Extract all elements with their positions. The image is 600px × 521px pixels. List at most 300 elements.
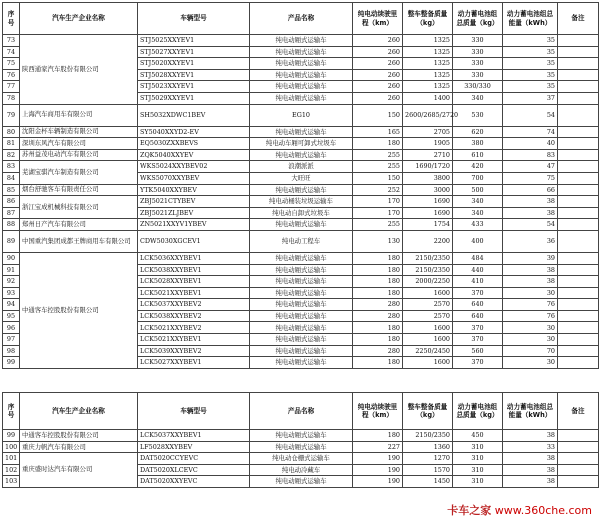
curb-mass: 1325 [403,46,453,58]
curb-mass: 3800 [403,172,453,184]
vehicle-model: LCK5037XXYBEV2 [138,299,250,311]
vehicle-model: WKS5024XXYBEV02 [138,161,250,173]
company-name: 烟台舒驰客车有限责任公司 [20,184,138,196]
curb-mass: 2705 [403,126,453,138]
table-row [3,184,599,196]
remark [558,252,599,264]
header-product: 产品名称 [250,3,353,35]
remark [558,464,599,476]
vehicle-model: LCK5038XXYBEV2 [138,310,250,322]
vehicle-model: CDW5030XGCEV1 [138,230,250,252]
curb-mass: 2150/2350 [403,264,453,276]
product-name: 纯电动厢式运输车 [250,81,353,93]
vehicle-model: YTK5040XXYBEV [138,184,250,196]
battery-mass: 420 [453,161,503,173]
row-number: 90 [3,252,20,264]
battery-mass: 370 [453,334,503,346]
battery-mass: 330 [453,35,503,47]
battery-energy: 38 [503,264,558,276]
vehicle-model: ZN5021XXYV1YBEV [138,219,250,231]
battery-energy: 38 [503,453,558,465]
header-company: 汽车生产企业名称 [20,393,138,430]
battery-mass: 610 [453,149,503,161]
product-name: 纯电动厢式运输车 [250,345,353,357]
battery-mass: 370 [453,322,503,334]
vehicle-model: LCK5036XXYBEV1 [138,252,250,264]
remark [558,299,599,311]
vehicle-model: LCK5021XXYBEV1 [138,334,250,346]
product-name: 纯电动自卸式垃圾车 [250,207,353,219]
battery-mass: 410 [453,276,503,288]
battery-mass: 310 [453,441,503,453]
row-number: 75 [3,58,20,70]
table-row [3,219,599,231]
product-name: 纯电动厢式运输车 [250,149,353,161]
remark [558,196,599,208]
electric-range: 190 [353,453,403,465]
battery-energy: 35 [503,35,558,47]
company-name: 芜湖宝骐汽车制造有限公司 [20,161,138,184]
electric-range: 180 [353,276,403,288]
vehicle-model: STJ5025XXYEV1 [138,35,250,47]
vehicle-model: LCK5037XXYBEV1 [138,430,250,442]
electric-range: 150 [353,172,403,184]
battery-mass: 620 [453,126,503,138]
vehicle-model: ZBJ5021ZLJBEV [138,207,250,219]
battery-mass: 700 [453,172,503,184]
header-battery-mass: 动力蓄电池组总质量（kg） [453,3,503,35]
header-range: 纯电动续驶里程（km） [353,393,403,430]
battery-energy: 35 [503,69,558,81]
product-name: 纯电动厢式运输车 [250,476,353,488]
electric-range: 260 [353,69,403,81]
battery-mass: 340 [453,207,503,219]
curb-mass: 2570 [403,310,453,322]
electric-range: 260 [353,35,403,47]
header-product: 产品名称 [250,393,353,430]
electric-range: 190 [353,476,403,488]
watermark-url: www.360che.com [494,504,592,517]
battery-mass: 330 [453,69,503,81]
battery-energy: 38 [503,276,558,288]
header-remark: 备注 [558,3,599,35]
battery-mass: 310 [453,453,503,465]
curb-mass: 1270 [403,453,453,465]
electric-range: 260 [353,92,403,104]
row-number: 87 [3,207,20,219]
table-row [3,149,599,161]
header-remark: 备注 [558,393,599,430]
row-number: 102 [3,464,20,476]
vehicle-model: ZBJ5021CTYBEV [138,196,250,208]
remark [558,357,599,369]
curb-mass: 2150/2350 [403,430,453,442]
product-name: 纯电动厢式运输车 [250,322,353,334]
curb-mass: 1360 [403,441,453,453]
row-number: 79 [3,104,20,126]
row-number: 98 [3,345,20,357]
vehicle-model: ZQK5040XXYEV [138,149,250,161]
battery-energy: 30 [503,357,558,369]
product-name: 纯电动厢式运输车 [250,310,353,322]
remark [558,172,599,184]
header-battery-mass: 动力蓄电池组总质量（kg） [453,393,503,430]
product-name: 纯电动厢式运输车 [250,357,353,369]
remark [558,476,599,488]
electric-range: 130 [353,230,403,252]
curb-mass: 1325 [403,69,453,81]
company-name: 沈阳金杯车辆制造有限公司 [20,126,138,138]
product-name: 纯电动厢式运输车 [250,58,353,70]
row-number: 94 [3,299,20,311]
battery-energy: 39 [503,252,558,264]
battery-energy: 38 [503,430,558,442]
battery-mass: 560 [453,345,503,357]
battery-mass: 433 [453,219,503,231]
table-row [3,252,599,264]
battery-energy: 36 [503,230,558,252]
curb-mass: 2150/2350 [403,252,453,264]
vehicle-model: LCK5027XXYBEV1 [138,357,250,369]
vehicle-model: LCK5021XXYBEV1 [138,287,250,299]
battery-energy: 38 [503,196,558,208]
product-name: 纯电动厢式运输车 [250,276,353,288]
vehicle-model: WKS5070XXYBEV [138,172,250,184]
row-number: 88 [3,219,20,231]
battery-energy: 35 [503,46,558,58]
curb-mass: 1600 [403,334,453,346]
remark [558,138,599,150]
remark [558,161,599,173]
battery-mass: 370 [453,357,503,369]
electric-range: 260 [353,58,403,70]
table-row [3,104,599,126]
battery-energy: 40 [503,138,558,150]
electric-range: 180 [353,264,403,276]
curb-mass: 1325 [403,81,453,93]
row-number: 101 [3,453,20,465]
company-name: 中通客车控股股份有限公司 [20,252,138,368]
row-number: 91 [3,264,20,276]
remark [558,58,599,70]
electric-range: 255 [353,149,403,161]
electric-range: 180 [353,252,403,264]
battery-energy: 38 [503,464,558,476]
company-name: 苏州益茂电动汽车有限公司 [20,149,138,161]
vehicle-model: LCK5038XXYBEV1 [138,264,250,276]
product-name: 纯电动厢式运输车 [250,252,353,264]
electric-range: 252 [353,184,403,196]
battery-mass: 440 [453,264,503,276]
remark [558,345,599,357]
vehicle-model: STJ5029XXYEV1 [138,92,250,104]
row-number: 92 [3,276,20,288]
battery-energy: 83 [503,149,558,161]
curb-mass: 1690 [403,207,453,219]
vehicle-table-part-2 [2,392,599,488]
vehicle-model: DAT5020XXYEVC [138,476,250,488]
company-name: 重庆力帆汽车有限公司 [20,441,138,453]
table-row [3,138,599,150]
battery-energy: 38 [503,476,558,488]
product-name: 纯电动仓栅式运输车 [250,453,353,465]
remark [558,46,599,58]
remark [558,207,599,219]
battery-mass: 380 [453,138,503,150]
remark [558,441,599,453]
product-name: 纯电动厢式运输车 [250,184,353,196]
vehicle-model: STJ5023XXYEV1 [138,81,250,93]
vehicle-model: EQ5030ZXXBEVS [138,138,250,150]
header-no: 序号 [3,3,20,35]
remark [558,230,599,252]
row-number: 103 [3,476,20,488]
table-row [3,35,599,47]
curb-mass: 1450 [403,476,453,488]
battery-energy: 47 [503,161,558,173]
vehicle-model: LCK5039XXYBEV2 [138,345,250,357]
curb-mass: 2200 [403,230,453,252]
electric-range: 255 [353,161,403,173]
battery-energy: 37 [503,92,558,104]
vehicle-table-part-1 [2,2,599,369]
curb-mass: 2250/2450 [403,345,453,357]
company-name: 上海汽车商用车有限公司 [20,104,138,126]
product-name: 纯电动厢式运输车 [250,35,353,47]
battery-mass: 340 [453,92,503,104]
battery-energy: 66 [503,184,558,196]
battery-energy: 54 [503,104,558,126]
curb-mass: 1754 [403,219,453,231]
remark [558,430,599,442]
battery-mass: 500 [453,184,503,196]
electric-range: 170 [353,207,403,219]
battery-mass: 640 [453,299,503,311]
electric-range: 180 [353,287,403,299]
curb-mass: 1600 [403,287,453,299]
remark [558,453,599,465]
curb-mass: 1600 [403,357,453,369]
electric-range: 227 [353,441,403,453]
electric-range: 180 [353,138,403,150]
curb-mass: 1905 [403,138,453,150]
curb-mass: 1325 [403,58,453,70]
curb-mass: 3000 [403,184,453,196]
row-number: 85 [3,184,20,196]
electric-range: 280 [353,299,403,311]
watermark-brand: 卡车之家 [447,504,492,517]
electric-range: 165 [353,126,403,138]
battery-energy: 76 [503,310,558,322]
product-name: 纯电动冷藏车 [250,464,353,476]
header-mass: 整车整备质量（kg） [403,393,453,430]
electric-range: 280 [353,345,403,357]
header-range: 纯电动续驶里程（km） [353,3,403,35]
curb-mass: 1325 [403,35,453,47]
curb-mass: 2600/2685/2720 [403,104,453,126]
watermark [447,502,592,518]
battery-mass: 484 [453,252,503,264]
electric-range: 280 [353,310,403,322]
battery-energy: 75 [503,172,558,184]
product-name: 纯电动厢式运输车 [250,69,353,81]
remark [558,264,599,276]
product-name: 纯电动工程车 [250,230,353,252]
battery-mass: 450 [453,430,503,442]
company-name: 郑州日产汽车有限公司 [20,219,138,231]
electric-range: 190 [353,464,403,476]
battery-mass: 400 [453,230,503,252]
table-row [3,441,599,453]
remark [558,334,599,346]
table-row [3,453,599,465]
row-number: 82 [3,149,20,161]
row-number: 80 [3,126,20,138]
row-number: 73 [3,35,20,47]
battery-mass: 530 [453,104,503,126]
remark [558,287,599,299]
remark [558,184,599,196]
row-number: 78 [3,92,20,104]
header-no: 序号 [3,393,20,430]
remark [558,81,599,93]
electric-range: 260 [353,81,403,93]
row-number: 81 [3,138,20,150]
battery-energy: 38 [503,207,558,219]
row-number: 77 [3,81,20,93]
company-name: 重庆盛时达汽车有限公司 [20,453,138,488]
remark [558,92,599,104]
company-name: 陕西通家汽车股份有限公司 [20,35,138,105]
electric-range: 170 [353,196,403,208]
electric-range: 180 [353,430,403,442]
electric-range: 180 [353,322,403,334]
table-header-row [3,393,599,430]
battery-mass: 330 [453,46,503,58]
electric-range: 150 [353,104,403,126]
row-number: 83 [3,161,20,173]
electric-range: 180 [353,334,403,346]
product-name: 纯电动厢式运输车 [250,334,353,346]
remark [558,219,599,231]
row-number: 74 [3,46,20,58]
table-header-row [3,3,599,35]
vehicle-model: STJ5027XXYEV1 [138,46,250,58]
header-energy: 动力蓄电池组总能量（kWh） [503,393,558,430]
vehicle-model: SY5040XXYD2-EV [138,126,250,138]
electric-range: 180 [353,357,403,369]
header-mass: 整车整备质量（kg） [403,3,453,35]
product-name: EG10 [250,104,353,126]
row-number: 99 [3,430,20,442]
row-number: 76 [3,69,20,81]
product-name: 纯电动厢式运输车 [250,430,353,442]
vehicle-model: STJ5028XXYEV1 [138,69,250,81]
curb-mass: 1600 [403,322,453,334]
electric-range: 255 [353,219,403,231]
product-name: 纯电动车厢可卸式垃圾车 [250,138,353,150]
curb-mass: 2570 [403,299,453,311]
company-name: 深圳东风汽车有限公司 [20,138,138,150]
row-number: 100 [3,441,20,453]
row-number: 96 [3,322,20,334]
remark [558,322,599,334]
vehicle-model: SH5032XDWC1BEV [138,104,250,126]
vehicle-model: DAT5020CCYEVC [138,453,250,465]
table-row [3,126,599,138]
product-name: 纯电动厢式运输车 [250,46,353,58]
battery-mass: 310 [453,464,503,476]
battery-energy: 30 [503,287,558,299]
curb-mass: 2000/2250 [403,276,453,288]
row-number: 89 [3,230,20,252]
vehicle-model: LCK5028XXYBEV1 [138,276,250,288]
header-energy: 动力蓄电池组总能量（kWh） [503,3,558,35]
remark [558,126,599,138]
product-name: 纯电动厢式运输车 [250,264,353,276]
electric-range: 260 [353,46,403,58]
product-name: 纯电动厢式运输车 [250,299,353,311]
curb-mass: 1570 [403,464,453,476]
vehicle-model: STJ5020XXYEV1 [138,58,250,70]
company-name: 中通客车控股股份有限公司 [20,430,138,442]
remark [558,310,599,322]
vehicle-model: LCK5021XXYBEV2 [138,322,250,334]
battery-mass: 310 [453,476,503,488]
row-number: 95 [3,310,20,322]
row-number: 86 [3,196,20,208]
battery-mass: 330 [453,58,503,70]
battery-energy: 74 [503,126,558,138]
row-number: 99 [3,357,20,369]
battery-energy: 30 [503,334,558,346]
product-name: 纯电动桶装垃圾运输车 [250,196,353,208]
battery-mass: 370 [453,287,503,299]
battery-mass: 330/330 [453,81,503,93]
row-number: 84 [3,172,20,184]
remark [558,104,599,126]
product-name: 大旺旺 [250,172,353,184]
product-name: 纯电动厢式运输车 [250,287,353,299]
product-name: 纯电动厢式运输车 [250,441,353,453]
company-name: 中国重汽集团成都王牌商用车有限公司 [20,230,138,252]
product-name: 浪潮派派 [250,161,353,173]
header-model: 车辆型号 [138,393,250,430]
remark [558,35,599,47]
battery-energy: 54 [503,219,558,231]
remark [558,149,599,161]
row-number: 93 [3,287,20,299]
battery-mass: 340 [453,196,503,208]
remark [558,69,599,81]
vehicle-model: LF5028XXYBEV [138,441,250,453]
product-name: 纯电动厢式运输车 [250,126,353,138]
curb-mass: 1400 [403,92,453,104]
battery-energy: 35 [503,58,558,70]
vehicle-model: DAT5020XLCEVC [138,464,250,476]
battery-energy: 30 [503,322,558,334]
battery-energy: 70 [503,345,558,357]
remark [558,276,599,288]
battery-mass: 640 [453,310,503,322]
product-name: 纯电动厢式运输车 [250,92,353,104]
row-number: 97 [3,334,20,346]
table-row [3,230,599,252]
battery-energy: 76 [503,299,558,311]
product-name: 纯电动厢式运输车 [250,219,353,231]
header-company: 汽车生产企业名称 [20,3,138,35]
battery-energy: 33 [503,441,558,453]
